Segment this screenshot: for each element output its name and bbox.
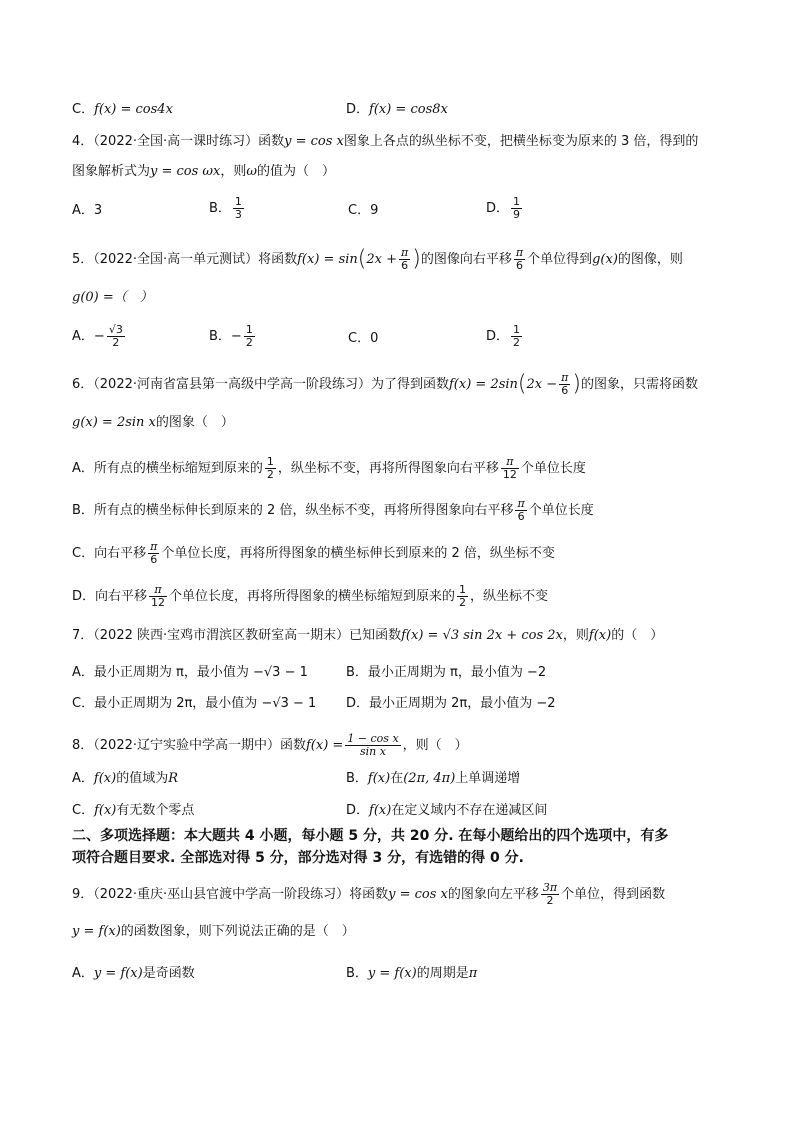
denominator: 6 — [150, 553, 158, 566]
q7-option-c[interactable] — [72, 695, 316, 713]
fraction — [107, 324, 125, 349]
option-text: C．9 — [348, 203, 379, 218]
right-paren: ) — [572, 371, 581, 397]
q4-option-c[interactable] — [348, 202, 378, 220]
denominator: 2 — [546, 894, 554, 907]
q3-option-d[interactable] — [346, 101, 448, 119]
math: f(x) — [588, 628, 612, 643]
fraction — [233, 196, 244, 221]
numerator: π — [515, 246, 524, 259]
math: g(x) — [592, 252, 618, 267]
fraction — [457, 584, 468, 609]
text: 在定义域内不存在递减区间 — [391, 803, 548, 818]
q7-option-d[interactable] — [346, 695, 556, 713]
fraction — [501, 456, 519, 481]
q5-option-b[interactable] — [209, 324, 257, 349]
q4-stem-line1 — [72, 133, 698, 151]
math: 2x + — [366, 252, 398, 267]
math: π — [468, 966, 478, 981]
option-label: A． — [72, 771, 94, 786]
sign: − — [230, 329, 242, 344]
denominator: 2 — [112, 336, 120, 349]
denominator: sin x — [360, 745, 386, 758]
math: y = f(x) — [93, 966, 143, 981]
section2-heading-line1: 二、多项选择题：本大题共 4 小题，每小题 5 分，共 20 分. 在每小题给出的四个选项中，有多 — [72, 828, 669, 844]
option-label: C． — [72, 102, 95, 117]
text: 个单位得到 — [527, 252, 593, 267]
fraction — [511, 324, 522, 349]
numerator: 1 — [266, 455, 274, 468]
text: A．所有点的横坐标缩短到原来的 — [72, 461, 263, 476]
q8-option-c[interactable] — [72, 802, 194, 820]
math: ω — [246, 164, 257, 179]
denominator: 2 — [513, 336, 521, 349]
numerator: √3 — [108, 323, 123, 336]
fraction — [511, 196, 522, 221]
q4-option-b[interactable] — [209, 196, 246, 221]
numerator: 1 — [234, 195, 242, 208]
fraction — [149, 584, 167, 609]
math: (2π, 4π) — [403, 771, 456, 786]
math: y = f(x) — [72, 924, 121, 939]
denominator: 2 — [245, 336, 253, 349]
denominator: 9 — [513, 208, 521, 221]
denominator: 6 — [517, 510, 525, 523]
text: 个单位，得到函数 — [561, 887, 666, 902]
q5-option-a[interactable] — [72, 324, 127, 349]
q6-option-d[interactable] — [72, 584, 548, 609]
fraction — [148, 541, 159, 566]
text: 的图象，只需将函数 — [580, 377, 698, 392]
denominator: 6 — [401, 259, 409, 272]
text: 的（ ） — [611, 628, 664, 643]
numerator: π — [561, 371, 569, 384]
math: f(x) — [93, 771, 117, 786]
numerator: π — [401, 246, 409, 259]
option-label: A． — [72, 329, 94, 344]
denominator: 6 — [561, 384, 569, 397]
text: 6．（2022·河南省富县第一高级中学高一阶段练习）为了得到函数 — [72, 377, 449, 392]
q8-option-b[interactable] — [346, 770, 520, 788]
q7-option-b[interactable] — [346, 664, 546, 682]
option-text: D．最小正周期为 2π，最小值为 −2 — [346, 696, 556, 711]
option-text: A．最小正周期为 π，最小值为 −√3 − 1 — [72, 665, 308, 680]
text: 图象解析式为 — [72, 164, 151, 179]
option-label: B． — [209, 201, 231, 216]
q6-stem-line2 — [72, 414, 234, 432]
math: f(x) — [369, 803, 392, 818]
text: 有无数个零点 — [116, 803, 195, 818]
text: 在 — [390, 771, 404, 786]
option-label: B． — [209, 329, 231, 344]
math: f(x) = 2sin — [449, 377, 518, 392]
text: 是奇函数 — [142, 966, 195, 981]
numerator: 1 — [513, 195, 521, 208]
text: 8．（2022·辽宁实验中学高一期中）函数 — [72, 738, 306, 753]
q6-option-c[interactable] — [72, 541, 555, 566]
math: f(x) = √3 sin 2x + cos 2x — [401, 628, 563, 643]
math: f(x) = sin — [297, 252, 358, 267]
q4-stem-line2 — [72, 163, 335, 181]
text: 图象上各点的纵坐标不变，把横坐标变为原来的 3 倍，得到的 — [343, 134, 699, 149]
text: 的图象（ ） — [155, 415, 234, 430]
math: g(0) =（ ） — [72, 290, 153, 305]
text: 个单位长度 — [528, 503, 594, 518]
option-text: B．最小正周期为 π，最小值为 −2 — [346, 665, 547, 680]
math: f(x) — [367, 771, 391, 786]
math: y = f(x) — [367, 966, 417, 981]
option-text: C．0 — [348, 331, 379, 346]
option-label: D． — [486, 329, 510, 344]
text: 的图像，则 — [617, 252, 683, 267]
sign: − — [93, 329, 105, 344]
text: ，则 — [220, 164, 247, 179]
q5-stem-line1 — [72, 247, 683, 272]
math: f(x) = — [306, 738, 344, 753]
q5-option-c[interactable] — [348, 330, 378, 348]
text: ，纵坐标不变 — [470, 589, 549, 604]
numerator: 1 − cos x — [347, 732, 399, 745]
q9-stem-line1 — [72, 882, 665, 907]
section2-heading-line2: 项符合题目要求. 全部选对得 5 分，部分选对得 3 分，有选错的得 0 分. — [72, 850, 524, 866]
math: f(x) — [94, 803, 117, 818]
text: 的值为（ ） — [257, 164, 336, 179]
text: 9．（2022·重庆·巫山县官渡中学高一阶段练习）将函数 — [72, 887, 389, 902]
fraction — [399, 247, 410, 272]
text: D．向右平移 — [72, 589, 148, 604]
denominator: 2 — [459, 596, 467, 609]
numerator: 1 — [513, 323, 521, 336]
text: ，则（ ） — [402, 738, 468, 753]
numerator: 1 — [245, 323, 253, 336]
math: y = cos x — [388, 887, 448, 902]
numerator: π — [149, 584, 167, 597]
numerator: π — [501, 456, 519, 469]
fraction — [345, 733, 400, 758]
text: 个单位长度，再将所得图象的横坐标缩短到原来的 — [169, 589, 456, 604]
q8-stem — [72, 733, 468, 758]
text: B．所有点的横坐标伸长到原来的 2 倍，纵坐标不变，再将所得图象向右平移 — [72, 503, 514, 518]
q6-stem-line1 — [72, 372, 698, 397]
denominator: 6 — [515, 259, 523, 272]
denominator: 2 — [266, 468, 274, 481]
denominator: 12 — [502, 468, 517, 481]
fraction — [514, 247, 525, 272]
option-expr: f(x) = cos4x — [94, 102, 173, 117]
math: y = cos ωx — [150, 164, 221, 179]
q6-option-a[interactable] — [72, 456, 586, 481]
q5-stem-line2 — [72, 289, 153, 307]
option-label: D． — [486, 201, 510, 216]
option-text: C．最小正周期为 2π，最小值为 −√3 − 1 — [72, 696, 317, 711]
left-paren: ( — [517, 371, 527, 397]
q3-option-c[interactable] — [72, 101, 173, 119]
numerator: 3π — [542, 881, 558, 894]
fraction — [244, 324, 255, 349]
text: 的函数图象，则下列说法正确的是（ ） — [120, 924, 355, 939]
option-label: B． — [346, 966, 368, 981]
text: 的图像向右平移 — [420, 252, 512, 267]
q4-option-a[interactable] — [72, 202, 102, 220]
right-paren: ) — [412, 246, 421, 272]
denominator: 12 — [151, 596, 166, 609]
denominator: 3 — [234, 208, 242, 221]
q5-option-d[interactable] — [486, 324, 524, 349]
option-label: A． — [72, 966, 94, 981]
option-text: A．3 — [72, 203, 103, 218]
q9-option-b[interactable] — [346, 965, 477, 983]
q9-stem-line2 — [72, 923, 355, 941]
text: ，纵坐标不变，再将所得图象向右平移 — [277, 461, 499, 476]
fraction — [515, 498, 526, 523]
math: 2x − — [526, 377, 558, 392]
q9-option-a[interactable] — [72, 965, 195, 983]
text: ，则 — [562, 628, 589, 643]
text: C．向右平移 — [72, 546, 147, 561]
option-label: C． — [72, 803, 95, 818]
math: y = cos x — [284, 134, 344, 149]
text: 的图象向左平移 — [447, 887, 539, 902]
math: R — [168, 771, 179, 786]
numerator: π — [150, 540, 158, 553]
q6-option-b[interactable] — [72, 498, 594, 523]
left-paren: ( — [357, 246, 367, 272]
text: 个单位长度，再将所得图象的横坐标伸长到原来的 2 倍，纵坐标不变 — [161, 546, 555, 561]
text: 4．（2022·全国·高一课时练习）函数 — [72, 134, 285, 149]
text: 个单位长度 — [520, 461, 586, 476]
q8-option-a[interactable] — [72, 770, 178, 788]
q4-option-d[interactable] — [486, 196, 524, 221]
option-label: D． — [346, 102, 370, 117]
math: g(x) = 2sin x — [72, 415, 156, 430]
option-label: D． — [346, 803, 370, 818]
q7-stem — [72, 627, 663, 645]
fraction — [541, 882, 559, 907]
q8-option-d[interactable] — [346, 802, 547, 820]
text: 的值域为 — [116, 771, 169, 786]
fraction — [265, 456, 276, 481]
numerator: 1 — [459, 583, 467, 596]
text: 上单调递增 — [455, 771, 521, 786]
text: 的周期是 — [416, 966, 469, 981]
option-expr: f(x) = cos8x — [369, 102, 448, 117]
numerator: π — [517, 497, 525, 510]
fraction — [559, 372, 570, 397]
q7-option-a[interactable] — [72, 664, 308, 682]
text: 5．（2022·全国·高一单元测试）将函数 — [72, 252, 298, 267]
text: 7．（2022 陕西·宝鸡市渭滨区教研室高一期末）已知函数 — [72, 628, 402, 643]
option-label: B． — [346, 771, 368, 786]
